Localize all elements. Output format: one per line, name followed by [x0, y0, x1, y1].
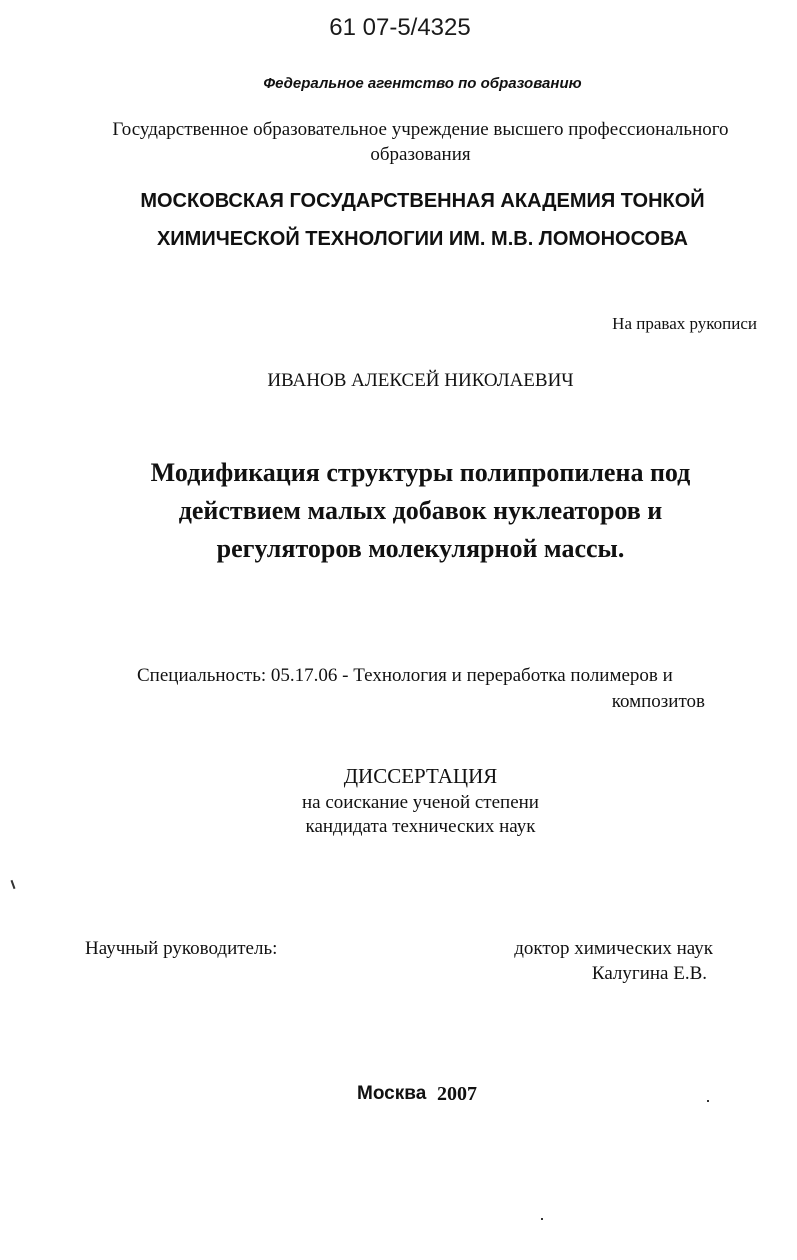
thesis-title-line-1: Модификация структуры полипропилена под [150, 458, 691, 487]
dissertation-heading: ДИССЕРТАЦИЯ [343, 764, 498, 788]
scan-speck [541, 1218, 543, 1220]
thesis-title-line-3: регуляторов молекулярной массы. [216, 534, 625, 563]
institution-line-2: образования [370, 144, 471, 165]
specialty-line-1: Специальность: 05.17.06 - Технология и переработка полимеров и [137, 665, 673, 686]
academy-name-line-1: МОСКОВСКАЯ ГОСУДАРСТВЕННАЯ АКАДЕМИЯ ТОНКОЙ [140, 190, 705, 212]
agency-name: Федеральное агентство по образованию [263, 75, 582, 92]
supervisor-label: Научный руководитель: [85, 938, 278, 959]
academy-name-line-2: ХИМИЧЕСКОЙ ТЕХНОЛОГИИ ИМ. М.В. ЛОМОНОСОВА [156, 228, 689, 250]
scan-speck [707, 1100, 709, 1102]
degree-line-2: кандидата технических наук [305, 816, 536, 837]
specialty-line-2: композитов [611, 691, 705, 712]
thesis-title-line-2: действием малых добавок нуклеаторов и [178, 496, 663, 525]
author-name: ИВАНОВ АЛЕКСЕЙ НИКОЛАЕВИЧ [267, 370, 574, 391]
degree-line-1: на соискание ученой степени [302, 792, 539, 813]
footer-year: 2007 [437, 1083, 477, 1105]
scan-speck [11, 880, 16, 889]
footer-city: Москва [357, 1083, 427, 1104]
supervisor-degree: доктор химических наук [514, 938, 713, 959]
archive-stamp-number: 61 07-5/4325 [329, 14, 471, 41]
supervisor-name: Калугина Е.В. [591, 963, 707, 984]
rights-note: На правах рукописи [612, 314, 757, 333]
institution-line-1: Государственное образовательное учреждение высшего профессионального [112, 119, 729, 140]
